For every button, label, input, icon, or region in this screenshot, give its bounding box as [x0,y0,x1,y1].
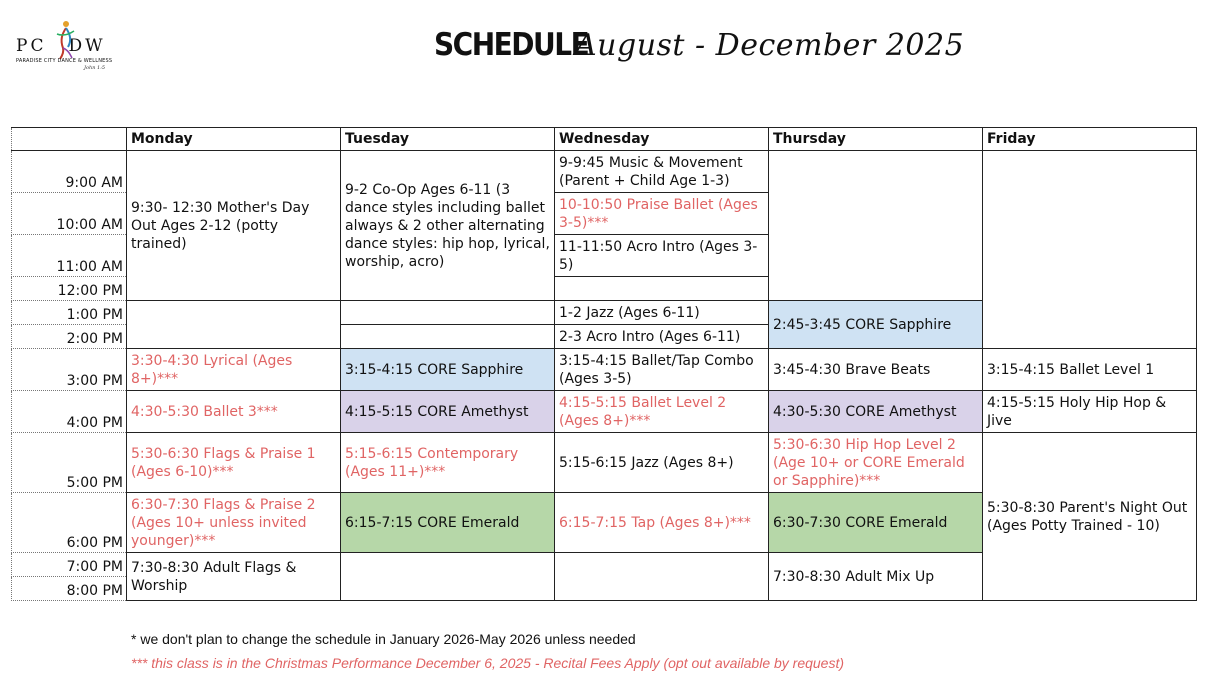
time-label: 2:00 PM [12,325,127,349]
class-cell: 6:30-7:30 CORE Emerald [769,493,983,553]
class-cell: 6:15-7:15 Tap (Ages 8+)*** [555,493,769,553]
time-label: 5:00 PM [12,433,127,493]
empty-cell [341,553,555,601]
class-cell: 7:30-8:30 Adult Mix Up [769,553,983,601]
logo-letters: PC DW [16,36,106,56]
class-cell: 4:15-5:15 CORE Amethyst [341,391,555,433]
empty-cell [983,151,1197,349]
class-cell: 11-11:50 Acro Intro (Ages 3-5) [555,235,769,277]
time-label: 7:00 PM [12,553,127,577]
class-cell: 4:30-5:30 CORE Amethyst [769,391,983,433]
class-cell: 5:30-6:30 Flags & Praise 1 (Ages 6-10)*** [127,433,341,493]
logo-signature: John 1:5 [84,65,106,71]
class-cell: 7:30-8:30 Adult Flags & Worship [127,553,341,601]
class-cell: 3:30-4:30 Lyrical (Ages 8+)*** [127,349,341,391]
logo-subtitle: PARADISE CITY DANCE & WELLNESS [16,58,113,64]
class-cell: 10-10:50 Praise Ballet (Ages 3-5)*** [555,193,769,235]
time-label: 1:00 PM [12,301,127,325]
time-label: 3:00 PM [12,349,127,391]
day-header-friday: Friday [983,128,1197,151]
class-cell: 6:30-7:30 Flags & Praise 2 (Ages 10+ unless invited younger)*** [127,493,341,553]
time-column-header [12,128,127,151]
class-cell: 5:15-6:15 Jazz (Ages 8+) [555,433,769,493]
time-label: 8:00 PM [12,577,127,601]
day-header-monday: Monday [127,128,341,151]
time-label: 11:00 AM [12,235,127,277]
class-cell: 3:15-4:15 CORE Sapphire [341,349,555,391]
empty-cell [127,301,341,349]
time-label: 12:00 PM [12,277,127,301]
performance-note: *** this class is in the Christmas Performance December 6, 2025 - Recital Fees Apply (opt out available by request) [131,655,845,671]
time-label: 4:00 PM [12,391,127,433]
class-cell: 9:30- 12:30 Mother's Day Out Ages 2-12 (potty trained) [127,151,341,301]
class-cell: 5:30-8:30 Parent's Night Out (Ages Potty Trained - 10) [983,433,1197,601]
day-header-tuesday: Tuesday [341,128,555,151]
page-title: SCHEDULE [434,26,589,63]
class-cell: 3:15-4:15 Ballet Level 1 [983,349,1197,391]
class-cell: 5:30-6:30 Hip Hop Level 2 (Age 10+ or CORE Emerald or Sapphire)*** [769,433,983,493]
class-cell: 9-9:45 Music & Movement (Parent + Child Age 1-3) [555,151,769,193]
class-cell: 2-3 Acro Intro (Ages 6-11) [555,325,769,349]
time-label: 9:00 AM [12,151,127,193]
class-cell: 9-2 Co-Op Ages 6-11 (3 dance styles including ballet always & 2 other alternating dance styles: hip hop, lyrical, worship, acro) [341,151,555,301]
class-cell: 4:30-5:30 Ballet 3*** [127,391,341,433]
time-label: 10:00 AM [12,193,127,235]
page-subtitle: August - December 2025 [575,28,965,63]
empty-cell [555,553,769,601]
class-cell: 1-2 Jazz (Ages 6-11) [555,301,769,325]
day-header-thursday: Thursday [769,128,983,151]
empty-cell [769,151,983,301]
empty-cell [555,277,769,301]
class-cell: 3:15-4:15 Ballet/Tap Combo (Ages 3-5) [555,349,769,391]
time-label: 6:00 PM [12,493,127,553]
class-cell: 5:15-6:15 Contemporary (Ages 11+)*** [341,433,555,493]
schedule-note: * we don't plan to change the schedule in January 2026-May 2026 unless needed [131,631,636,647]
class-cell: 6:15-7:15 CORE Emerald [341,493,555,553]
class-cell: 2:45-3:45 CORE Sapphire [769,301,983,349]
dancer-icon [54,20,76,60]
class-cell: 4:15-5:15 Ballet Level 2 (Ages 8+)*** [555,391,769,433]
empty-cell [341,325,555,349]
class-cell: 3:45-4:30 Brave Beats [769,349,983,391]
schedule-table [11,127,1197,601]
day-header-wednesday: Wednesday [555,128,769,151]
class-cell: 4:15-5:15 Holy Hip Hop & Jive [983,391,1197,433]
empty-cell [341,301,555,325]
logo [16,18,128,74]
